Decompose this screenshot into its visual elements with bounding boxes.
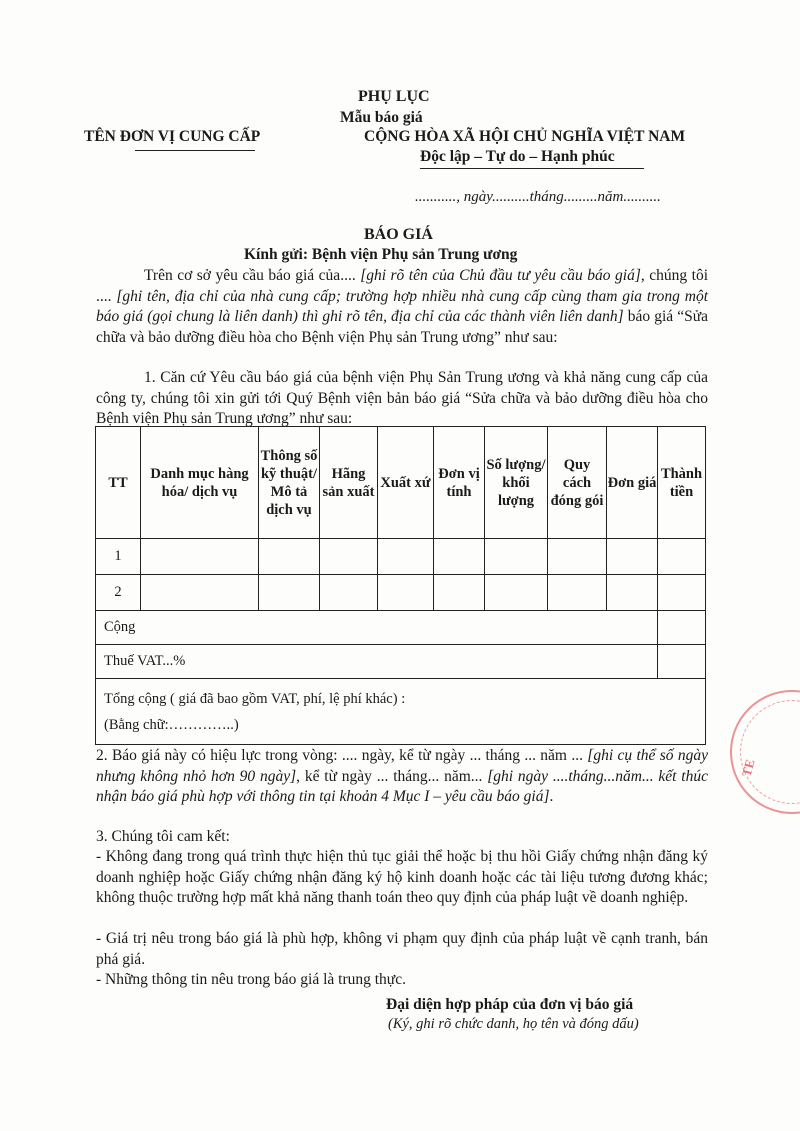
item-2-text-5: . — [549, 788, 554, 805]
cell-packing — [548, 575, 607, 611]
item-2-text-3: , kể từ ngày ... tháng... năm... — [296, 767, 488, 785]
vat-amount — [658, 645, 706, 679]
col-header-item: Danh mục hàng hóa/ dịch vụ — [141, 427, 259, 539]
commitment-1: - Không đang trong quá trình thực hiện thủ tục giải thể hoặc bị thu hồi Giấy chứng nhận đăng ký doanh nghiệp hoặc Giấy chứng nhận đăng ký hộ kinh doanh hoặc các tài liệu tương đương khác; không thuộc trường hợp mất khả năng thanh toán theo quy định của pháp luật về doanh nghiệp. — [96, 848, 708, 906]
col-header-packing: Quy cách đóng gói — [548, 427, 607, 539]
item-3-heading: 3. Chúng tôi cam kết: — [96, 828, 230, 845]
amount-in-words: (Bằng chữ:…………..) — [104, 716, 239, 733]
cell-amount — [658, 539, 706, 575]
col-header-amount: Thành tiền — [658, 427, 706, 539]
cell-item — [141, 575, 259, 611]
table-row — [96, 539, 706, 575]
row-number: 2 — [96, 575, 141, 611]
form-name: Mẫu báo giá — [340, 109, 423, 126]
appendix-title: PHỤ LỤC — [358, 88, 430, 105]
cell-amount — [658, 575, 706, 611]
cell-unit-price — [607, 539, 658, 575]
nation-title: CỘNG HÒA XÃ HỘI CHỦ NGHĨA VIỆT NAM — [364, 128, 686, 145]
total-row — [96, 611, 706, 645]
col-header-unit: Đơn vị tính — [434, 427, 485, 539]
col-header-unit-price: Đơn giá — [607, 427, 658, 539]
cell-quantity — [485, 539, 548, 575]
col-header-spec: Thông số kỹ thuật/ Mô tả dịch vụ — [259, 427, 320, 539]
cell-origin — [378, 575, 434, 611]
vat-row — [96, 645, 706, 679]
col-header-tt: TT — [96, 427, 141, 539]
item-2-text-4: [ghi ngày ....tháng...năm... kết thúc nhận báo giá phù hợp với thông tin tại khoản 4 Mục I – yêu cầu báo giá] — [96, 767, 708, 805]
intro-text-1: Trên cơ sở yêu cầu báo giá của.... — [144, 267, 361, 284]
supplier-underline — [135, 150, 255, 151]
item-1-paragraph: 1. Căn cứ Yêu cầu báo giá của bệnh viện Phụ Sản Trung ương và khả năng cung cấp của công ty, chúng tôi xin gửi tới Quý Bệnh viện bản báo giá “Sửa chữa và bảo dưỡng điều hòa cho Bệnh viện Phụ sản Trung ương” như sau: — [96, 369, 708, 427]
col-header-origin: Xuất xứ — [378, 427, 434, 539]
row-number: 1 — [96, 539, 141, 575]
signature-title: Đại diện hợp pháp của đơn vị báo giá — [386, 996, 634, 1013]
commitment-3: - Những thông tin nêu trong báo giá là trung thực. — [96, 971, 406, 988]
grand-total-cell — [96, 679, 706, 745]
cell-unit-price — [607, 575, 658, 611]
intro-text-5: báo giá “Sửa chữa và bảo dưỡng điều hòa cho Bệnh viện Phụ sản Trung ương” như sau: — [96, 308, 709, 346]
table-header-row — [96, 427, 706, 539]
stamp-text: TE — [738, 757, 758, 779]
motto: Độc lập – Tự do – Hạnh phúc — [420, 148, 615, 165]
supplier-name: TÊN ĐƠN VỊ CUNG CẤP — [84, 128, 261, 145]
total-amount — [658, 611, 706, 645]
cell-manufacturer — [320, 539, 378, 575]
cell-origin — [378, 539, 434, 575]
date-line: ..........., ngày..........tháng.........năm.......... — [415, 189, 661, 205]
cell-item — [141, 539, 259, 575]
cell-spec — [259, 539, 320, 575]
item-2-text-1: 2. Báo giá này có hiệu lực trong vòng: .... ngày, kể từ ngày ... tháng ... năm ... — [96, 747, 588, 764]
vat-label: Thuế VAT...% — [96, 645, 658, 679]
commitment-2: - Giá trị nêu trong báo giá là phù hợp, không vi phạm quy định của pháp luật về cạnh tranh, bán phá giá. — [96, 930, 708, 968]
document-title: BÁO GIÁ — [364, 226, 433, 243]
quote-table — [95, 426, 706, 745]
motto-underline — [420, 168, 644, 169]
red-stamp — [730, 690, 800, 814]
intro-text-2: [ghi rõ tên của Chủ đầu tư yêu cầu báo giá] — [360, 267, 641, 284]
col-header-quantity: Số lượng/ khối lượng — [485, 427, 548, 539]
signature-note: (Ký, ghi rõ chức danh, họ tên và đóng dấu) — [388, 1016, 639, 1032]
cell-quantity — [485, 575, 548, 611]
cell-unit — [434, 539, 485, 575]
cell-manufacturer — [320, 575, 378, 611]
intro-text-4: [ghi tên, địa chỉ của nhà cung cấp; trường hợp nhiều nhà cung cấp cùng tham gia trong một báo giá (gọi chung là liên danh) thì ghi rõ tên, địa chỉ của các thành viên liên danh] — [96, 287, 709, 325]
col-header-manufacturer: Hãng sản xuất — [320, 427, 378, 539]
cell-unit — [434, 575, 485, 611]
intro-text-3: , chúng tôi .... — [96, 267, 708, 305]
grand-total-row — [96, 679, 706, 745]
intro-paragraph — [96, 266, 708, 348]
cell-spec — [259, 575, 320, 611]
addressee: Kính gửi: Bệnh viện Phụ sản Trung ương — [244, 246, 518, 263]
grand-total-label: Tổng cộng ( giá đã bao gồm VAT, phí, lệ phí khác) : — [104, 690, 406, 707]
total-label: Cộng — [96, 611, 658, 645]
table-row — [96, 575, 706, 611]
item-2-paragraph — [96, 746, 708, 808]
cell-packing — [548, 539, 607, 575]
item-2-text-2: [ghi cụ thể số ngày nhưng không nhỏ hơn 90 ngày] — [96, 747, 708, 785]
